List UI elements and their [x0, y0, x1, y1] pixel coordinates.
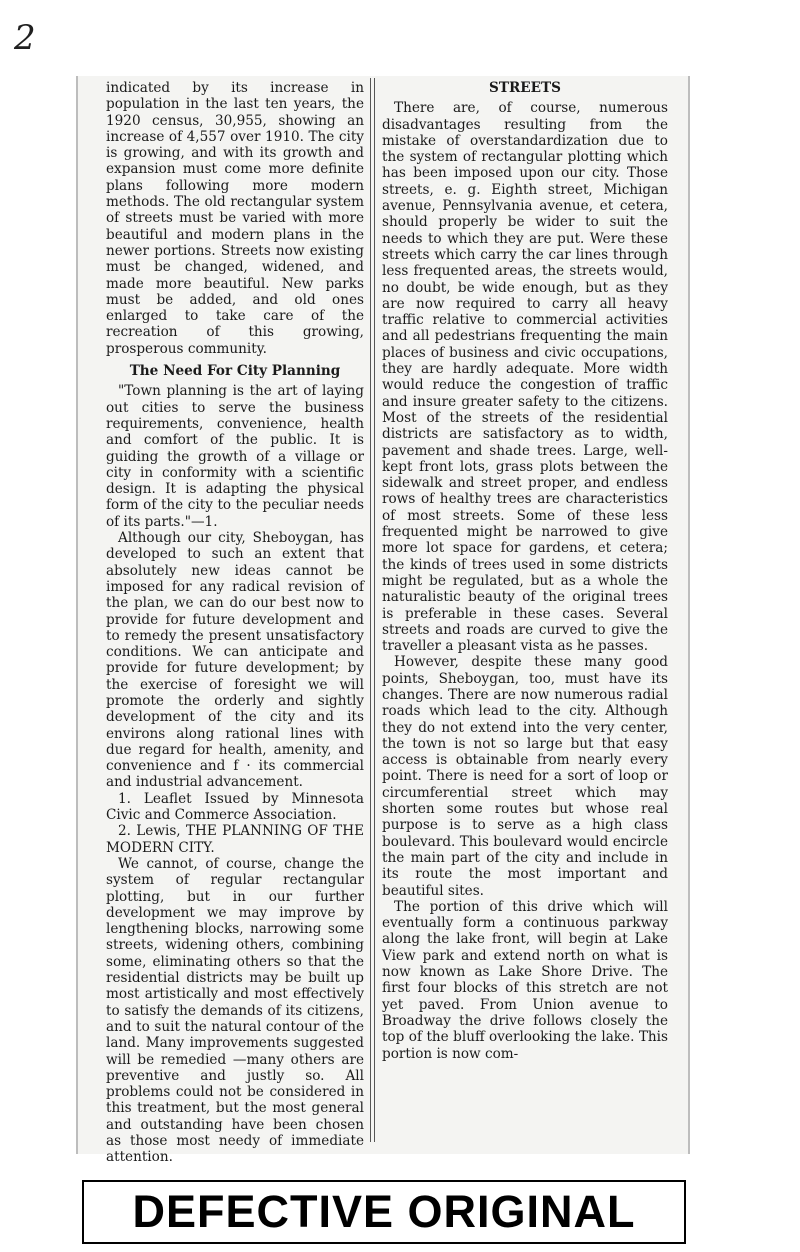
left-column — [106, 80, 364, 1166]
body-paragraph: However, despite these many good points, Sheboygan, too, must have its changes. There are now numerous radial roads which lead to the city. Although they do not extend into the very center, the town is not so large but that easy access is obtainable from nearly every point. There is need for a sort of loop or circumferential street which may shorten some routes but whose real purpose is to serve as a high class boulevard. This boulevard would encircle the main part of the city and include in its route the most important and beautiful sites. — [382, 654, 668, 899]
column-divider — [370, 78, 375, 1142]
footnote: 1. Leaflet Issued by Minnesota Civic and Commerce Association. — [106, 790, 364, 824]
defective-original-stamp: DEFECTIVE ORIGINAL — [82, 1180, 686, 1244]
intro-paragraph: indicated by its increase in population in the last ten years, the 1920 census, 30,955, showing an increase of 4,557 over 1910. The city is growing, and with its growth and expansion must come more definite plans following more modern methods. The old rectangular system of streets must be varied with more beautiful and modern plans in the newer portions. Streets now existing must be changed, widened, and made more beautiful. New parks must be added, and old ones enlarged to take care of the recreation of this growing, prosperous community. — [106, 80, 364, 357]
footnote: 2. Lewis, THE PLANNING OF THE MODERN CITY. — [106, 823, 364, 856]
body-paragraph: There are, of course, numerous disadvantages resulting from the mistake of overstandardization due to the system of rectangular plotting which has been imposed upon our city. Those streets, e. g. Eighth street, Michigan avenue, Pennsylvania avenue, et cetera, should properly be wider to suit the needs to which they are put. Were these streets which carry the car lines through less frequented areas, the streets would, no doubt, be wide enough, but as they are now required to carry all heavy traffic relative to commercial activities and all pedestrians frequenting the main places of business and civic occupations, they are hardly adequate. More width would reduce the congestion of traffic and insure greater safety to the citizens. Most of the streets of the residential districts are satisfactory as to width, pavement and shade trees. Large, well-kept front lots, grass plots between the sidewalk and street proper, and endless rows of healthy trees are characteristics of most streets. Some of these less frequented might be narrowed to give more lot space for gardens, et cetera; the kinds of trees used in some districts might be regulated, but as a whole the naturalistic beauty of the original trees is preferable in these cases. Several streets and roads are curved to give the traveller a pleasant vista as he passes. — [382, 100, 668, 655]
body-paragraph: Although our city, Sheboygan, has developed to such an extent that absolutely new ideas cannot be imposed for any radical revision of the plan, we can do our best now to provide for future development and to remedy the present unsatisfactory conditions. We can anticipate and provide for future development; by the exercise of foresight we will promote the orderly and sightly development of the city and its environs along rational lines with due regard for health, amenity, and convenience and f · its commercial and industrial advancement. — [106, 530, 364, 791]
section-heading-city-planning: The Need For City Planning — [129, 363, 341, 380]
right-column — [382, 80, 668, 1062]
quote-paragraph: "Town planning is the art of laying out cities to serve the business requirements, convenience, health and comfort of the public. It is guiding the growth of a village or city in conformity with a scientific design. It is adapting the physical form of the city to the peculiar needs of its parts."—1. — [106, 383, 364, 530]
body-paragraph: The portion of this drive which will eventually form a continuous parkway along the lake front, will begin at Lake View park and extend north on what is now known as Lake Shore Drive. The first four blocks of this stretch are not yet paved. From Union avenue to Broadway the drive follows closely the top of the bluff overlooking the lake. This portion is now com- — [382, 898, 668, 1062]
body-paragraph: We cannot, of course, change the system of regular rectangular plotting, but in our further development we may improve by lengthening blocks, narrowing some streets, widening others, combining some, eliminating others so that the residential districts may be built up most artistically and most effectively to satisfy the demands of its citizens, and to suit the natural contour of the land. Many improvements suggested will be remedied —many others are preventive and justly so. All problems could not be considered in this treatment, but the most general and outstanding have been chosen as those most needy of immediate attention. — [106, 855, 364, 1166]
page-number: 2 — [14, 18, 36, 58]
section-heading-streets: STREETS — [489, 80, 561, 96]
